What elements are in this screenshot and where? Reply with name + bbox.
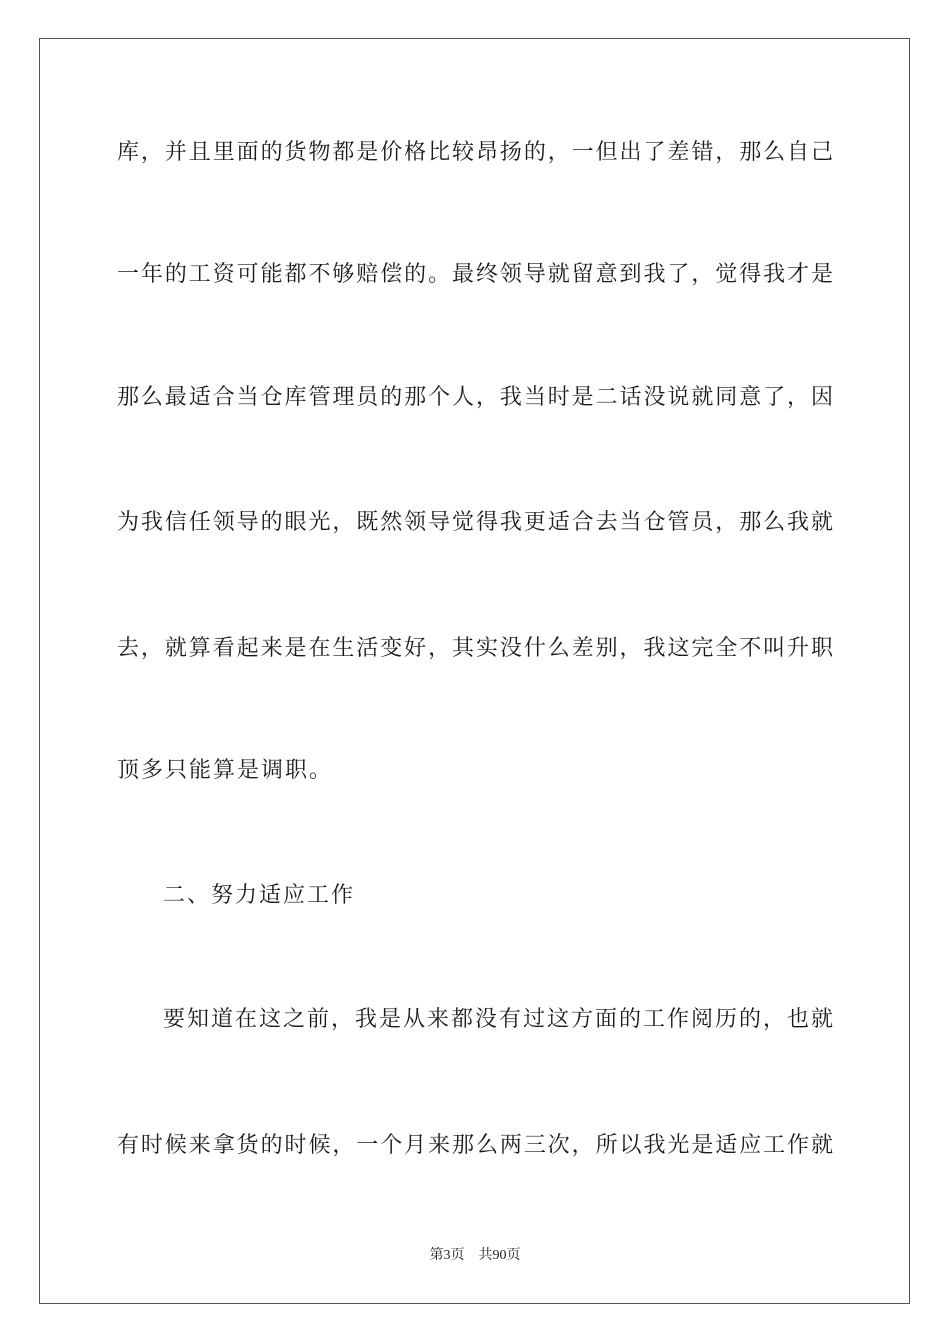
page-number: 第3页 xyxy=(429,1248,465,1263)
body-text-line: 一年的工资可能都不够赔偿的。最终领导就留意到我了，觉得我才是 xyxy=(117,262,833,287)
page-frame xyxy=(39,38,910,1304)
body-text-line: 去，就算看起来是在生活变好，其实没什么差别，我这完全不叫升职 xyxy=(117,636,833,661)
body-text-line: 有时候来拿货的时候，一个月来那么两三次，所以我光是适应工作就 xyxy=(117,1133,833,1158)
paragraph-first-line: 要知道在这之前，我是从来都没有过这方面的工作阅历的，也就 xyxy=(163,1007,833,1032)
page-footer xyxy=(0,1246,950,1266)
body-text-line: 顶多只能算是调职。 xyxy=(117,758,334,783)
total-pages: 共90页 xyxy=(478,1248,521,1263)
body-text-line: 为我信任领导的眼光，既然领导觉得我更适合去当仓管员，那么我就 xyxy=(117,510,833,535)
body-text-line: 库，并且里面的货物都是价格比较昂扬的，一但出了差错，那么自己 xyxy=(117,140,833,165)
section-heading: 二、努力适应工作 xyxy=(163,883,356,908)
body-text-line: 那么最适合当仓库管理员的那个人，我当时是二话没说就同意了，因 xyxy=(117,385,833,410)
